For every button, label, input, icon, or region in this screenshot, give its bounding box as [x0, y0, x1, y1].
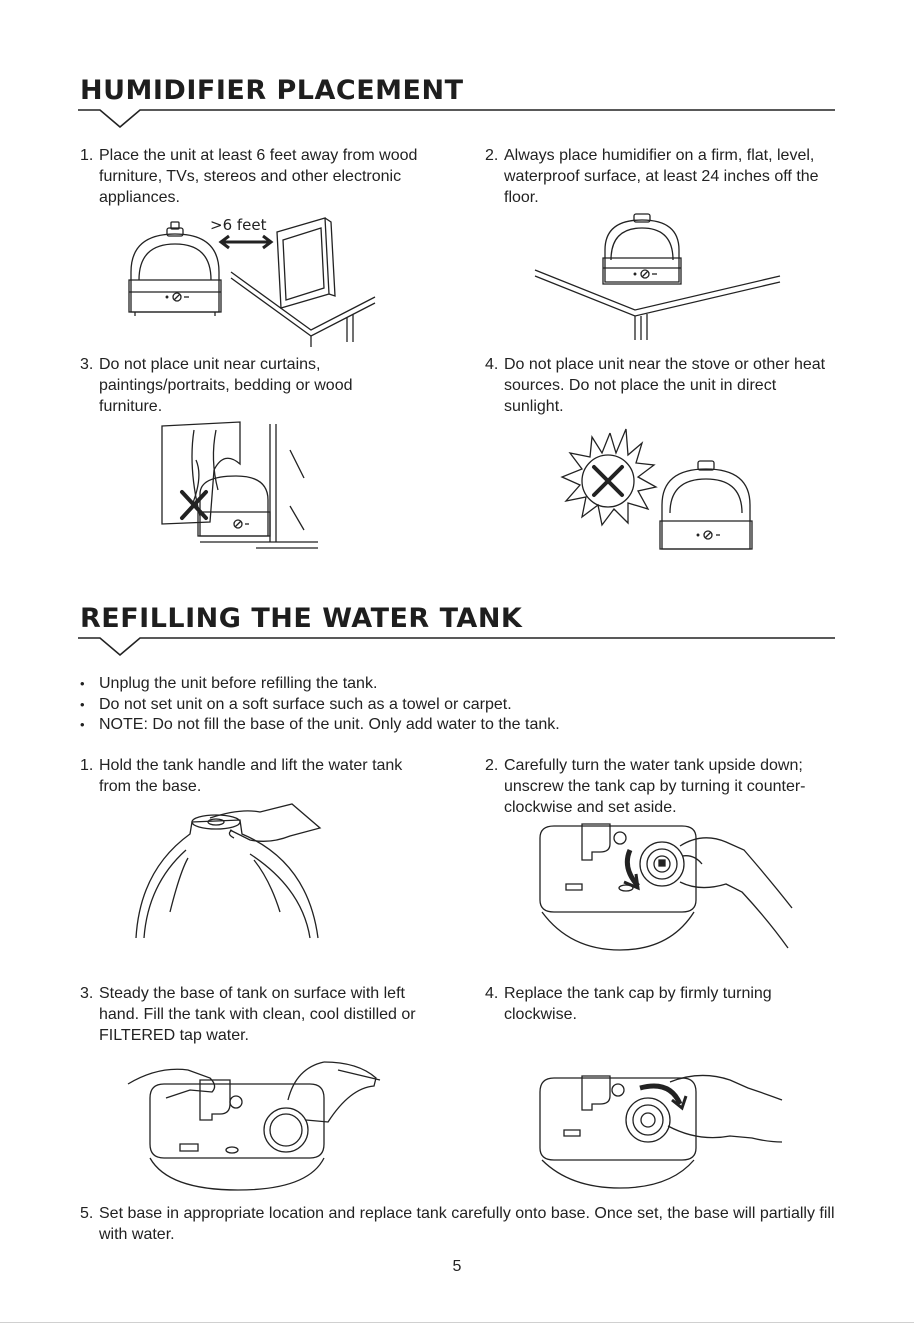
- refill-step-1: 1. Hold the tank handle and lift the water tank from the base.: [80, 757, 403, 795]
- refill-step-2: 2. Carefully turn the water tank upside down; unscrew the tank cap by turning it counter-clockwise and set aside.: [485, 757, 806, 816]
- placement-step-3: 3. Do not place unit near curtains, paintings/portraits, bedding or wood furniture.: [80, 356, 353, 415]
- figure-near-curtains: [160, 420, 325, 552]
- figure-distance-from-tv: [125, 212, 385, 347]
- note-item: • Unplug the unit before refilling the tank.: [80, 674, 560, 695]
- figure-on-table: [535, 212, 785, 342]
- distance-label: >6 feet: [210, 216, 267, 234]
- section-title-refill: REFILLING THE WATER TANK: [80, 603, 523, 634]
- section-rule: [78, 104, 838, 130]
- section-rule: [78, 632, 838, 658]
- page-number: 5: [452, 1258, 462, 1275]
- figure-lift-tank: [130, 800, 330, 940]
- page-bottom-border: [0, 1322, 914, 1323]
- refill-step-3: 3. Steady the base of tank on surface with left hand. Fill the tank with clean, cool distilled or FILTERED tap water.: [80, 985, 416, 1044]
- refill-notes: [80, 674, 560, 736]
- note-item: • Do not set unit on a soft surface such as a towel or carpet.: [80, 695, 560, 716]
- figure-unscrew-cap: [530, 820, 800, 955]
- figure-replace-cap: [530, 1060, 790, 1188]
- placement-step-2: 2. Always place humidifier on a firm, flat, level, waterproof surface, at least 24 inches off the floor.: [485, 147, 819, 206]
- section-title-placement: HUMIDIFIER PLACEMENT: [80, 75, 464, 106]
- refill-step-5: 5. Set base in appropriate location and replace tank carefully onto base. Once set, the base will partially fill with water.: [80, 1205, 835, 1243]
- figure-sun-heat: [550, 425, 770, 555]
- refill-step-4: 4. Replace the tank cap by firmly turning clockwise.: [485, 985, 772, 1023]
- figure-fill-tank: [128, 1058, 393, 1190]
- placement-step-4: 4. Do not place unit near the stove or other heat sources. Do not place the unit in direct sunlight.: [485, 356, 826, 415]
- note-item: • NOTE: Do not fill the base of the unit. Only add water to the tank.: [80, 715, 560, 736]
- placement-step-1: 1. Place the unit at least 6 feet away from wood furniture, TVs, stereos and other electronic appliances.: [80, 147, 418, 206]
